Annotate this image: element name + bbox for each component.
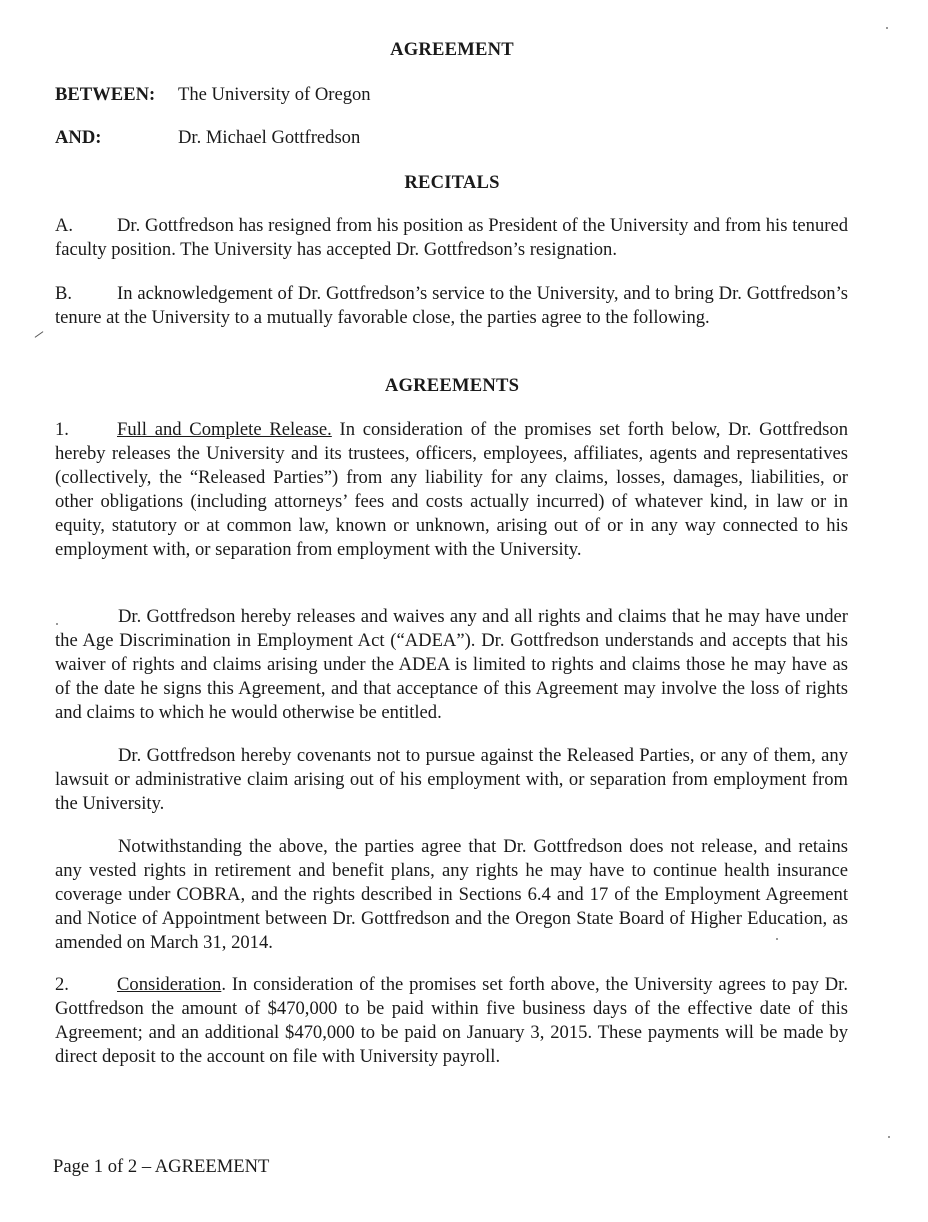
- party-label: AND:: [55, 127, 102, 148]
- party-value: The University of Oregon: [178, 84, 371, 105]
- scan-speck: [776, 938, 778, 940]
- section-1-covenant-paragraph: Dr. Gottfredson hereby covenants not to pursue against the Released Parties, or any of them, any lawsuit or administrative claim arising out of his employment with, or separation from employment from the University.: [55, 745, 848, 814]
- agreements-heading: AGREEMENTS: [384, 375, 520, 396]
- party-value: Dr. Michael Gottfredson: [178, 127, 361, 148]
- scan-speck: [56, 623, 58, 625]
- recital-marker: B.: [55, 283, 73, 304]
- section-1-adea-paragraph: Dr. Gottfredson hereby releases and waives any and all rights and claims that he may have under the Age Discrimination in Employment Act (“ADEA”). Dr. Gottfredson understands and accepts that his waiver of rights and claims arising under the ADEA is limited to rights and claims those he may have as of the date he signs this Agreement, and that acceptance of this Agreement may involve the loss of rights and claims to which he would otherwise be entitled.: [55, 606, 848, 723]
- recital-marker: A.: [55, 215, 74, 236]
- recital-a: [55, 214, 848, 262]
- recital-text: In acknowledgement of Dr. Gottfredson’s service to the University, and to bring Dr. Gottfredson’s tenure at the University to a mutually favorable close, the parties agree to the following.: [55, 283, 848, 328]
- section-heading: Consideration: [117, 974, 222, 995]
- section-1-notwithstanding-paragraph: Notwithstanding the above, the parties agree that Dr. Gottfredson does not release, and retains any vested rights in retirement and benefit plans, any rights he may have to continue health insurance coverage under COBRA, and the rights described in Sections 6.4 and 17 of the Employment Agreement and Notice of Appointment between Dr. Gottfredson and the Oregon State Board of Higher Education, as amended on March 31, 2014.: [55, 836, 848, 953]
- scan-speck: [888, 1136, 890, 1138]
- section-text: . In consideration of the promises set forth above, the University agrees to pay Dr. Gottfredson the amount of $470,000 to be paid within five business days of the effective date of this Agreement; and an additional $470,000 to be paid on January 3, 2015. These payments will be made by direct deposit to the account on file with University payroll.: [55, 974, 848, 1067]
- recitals-heading: RECITALS: [404, 172, 500, 193]
- pen-mark: [35, 331, 44, 338]
- section-1-release: [55, 418, 848, 562]
- party-and: [55, 126, 855, 150]
- page-footer: Page 1 of 2 – AGREEMENT: [53, 1156, 270, 1177]
- section-marker: 2.: [55, 974, 69, 995]
- recital-text: Dr. Gottfredson has resigned from his position as President of the University and from his tenured faculty position. The University has accepted Dr. Gottfredson’s resignation.: [55, 215, 848, 260]
- scan-speck: [886, 27, 888, 29]
- section-heading: Full and Complete Release.: [117, 419, 332, 440]
- document-title: AGREEMENT: [390, 39, 514, 60]
- party-between: [55, 83, 855, 107]
- section-2-consideration: [55, 973, 848, 1069]
- recital-b: [55, 282, 848, 330]
- section-marker: 1.: [55, 419, 69, 440]
- section-text: In consideration of the promises set forth below, Dr. Gottfredson hereby releases the University and its trustees, officers, employees, affiliates, agents and representatives (collectively, the “Released Parties”) from any liability for any claims, losses, damages, liabilities, or other obligations (including attorneys’ fees and costs actually incurred) of whatever kind, in law or in equity, statutory or at common law, known or unknown, arising out of or in any way connected to his employment with, or separation from employment with the University.: [55, 419, 848, 560]
- party-label: BETWEEN:: [55, 84, 156, 105]
